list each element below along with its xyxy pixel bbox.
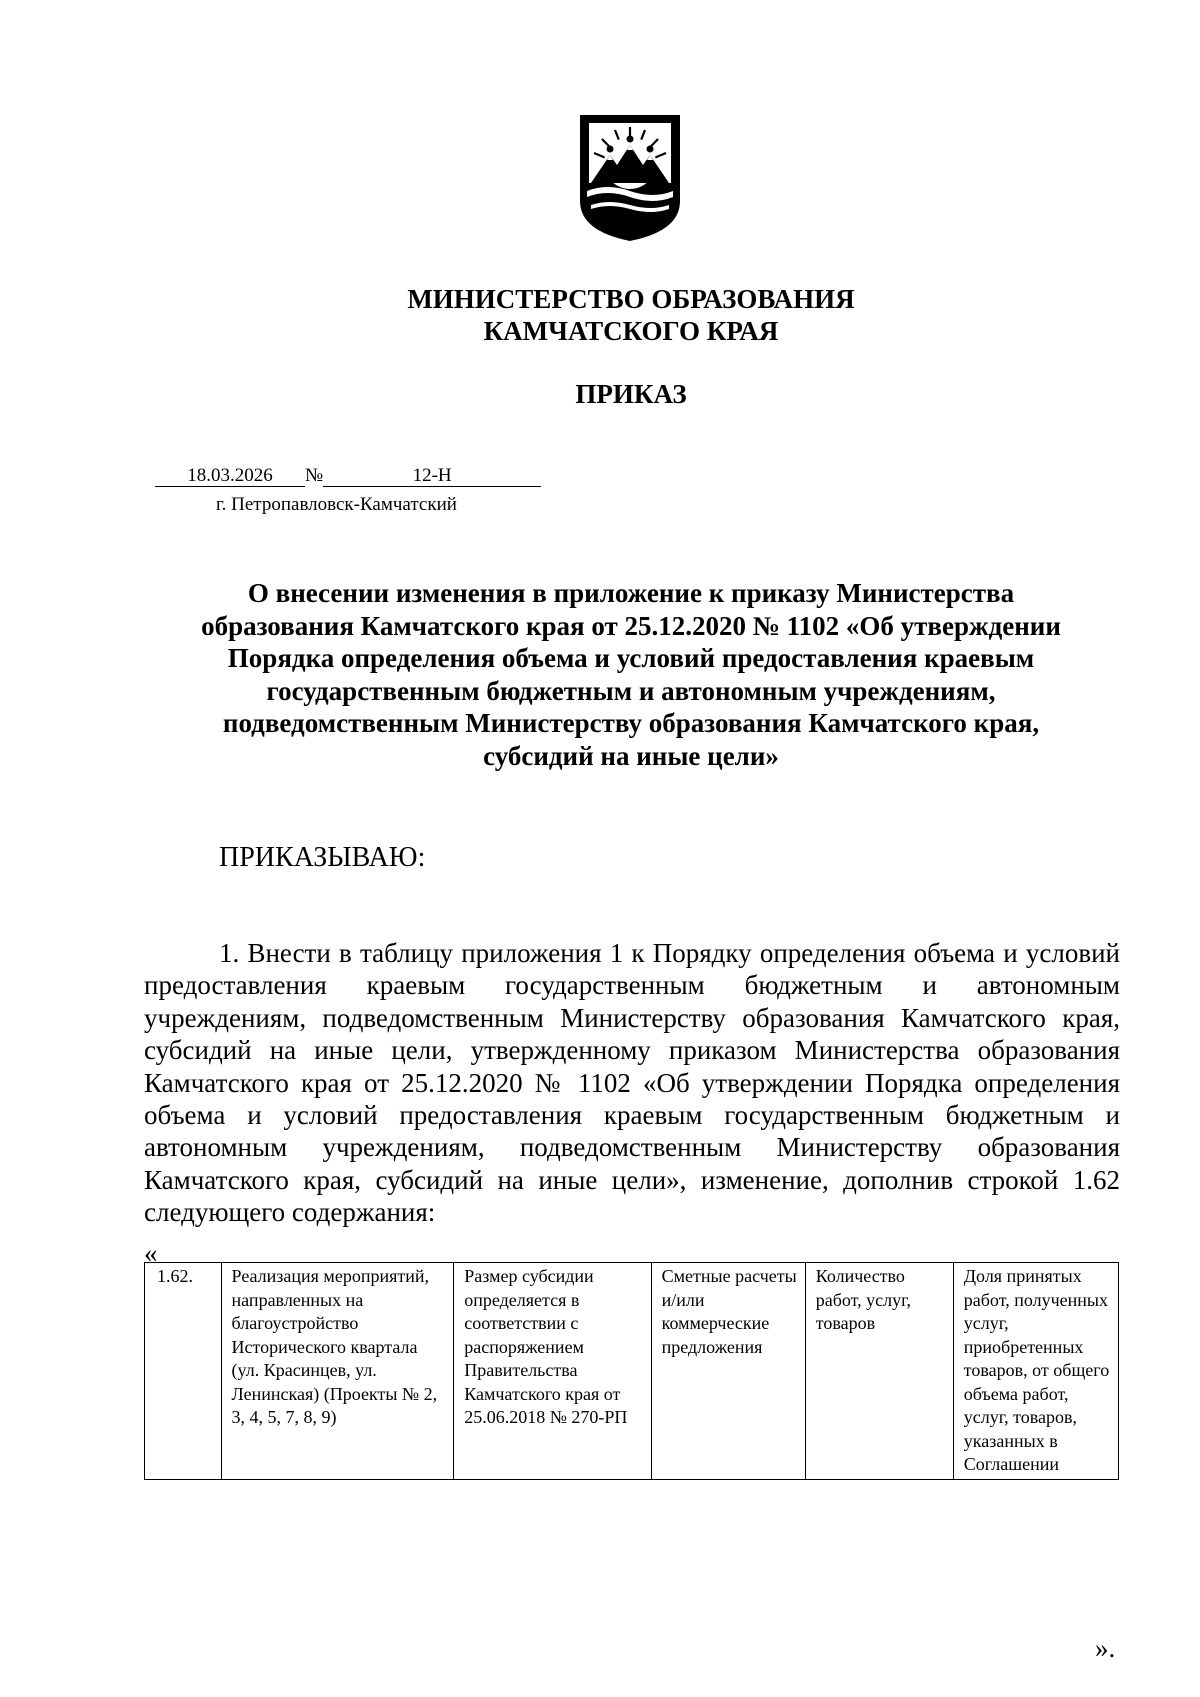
kamchatka-coat-of-arms-icon (577, 113, 683, 243)
table-row (145, 1263, 1119, 1480)
opening-quote: « (144, 1238, 158, 1268)
subject-line: субсидий на иные цели» (483, 740, 779, 771)
documents-cell: Сметные расчеты и/или коммерческие предложения (651, 1263, 805, 1480)
ministry-name (0, 283, 1200, 347)
closing-quote: ». (1095, 1633, 1116, 1663)
indicator-cell: Количество работ, услуг, товаров (805, 1263, 953, 1480)
order-date: 18.03.2026 (155, 464, 305, 487)
subject-line: образования Камчатского края от 25.12.2020 № 1102 «Об утверждении (201, 610, 1061, 641)
subject-line: государственным бюджетным и автономным учреждениям, (266, 675, 996, 706)
row-number-cell: 1.62. (145, 1263, 222, 1480)
share-cell: Доля принятых работ, полученных услуг, приобретенных товаров, от общего объема работ, услуг, товаров, указанных в Соглашении (953, 1263, 1118, 1480)
ministry-line-2: КАМЧАТСКОГО КРАЯ (483, 316, 779, 346)
city-name: г. Петропавловск-Камчатский (216, 494, 457, 515)
registration-line (155, 464, 541, 488)
order-number: 12-Н (323, 464, 541, 487)
subject-line: подведомственным Министерству образования Камчатского края, (222, 708, 1040, 738)
subject-line: О внесении изменения в приложение к приказу Министерства (247, 578, 1015, 608)
document-type-title: ПРИКАЗ (575, 379, 687, 409)
body-paragraph-1: 1. Внести в таблицу приложения 1 к Порядку определения объема и условий предоставления краевым государственным бюджетным и автономным учреждениям, подведомственным Министерству образования Камчатского края, субсидий на иные цели, утвержденному приказом Министерства образования Камчатского края от 25.12.2020 № 1102 «Об утверждении Порядка определения объема и условий предоставления краевым государственным бюджетным и автономным учреждениям, подведомственным Министерству образования Камчатского края, субсидий на иные цели», изменение, дополнив строкой 1.62 следующего содержания: (144, 938, 1120, 1228)
order-subject (140, 577, 1122, 772)
subject-line: Порядка определения объема и условий предоставления краевым (227, 643, 1035, 673)
ministry-line-1: МИНИСТЕРСТВО ОБРАЗОВАНИЯ (407, 284, 855, 314)
subsidy-size-cell: Размер субсидии определяется в соответствии с распоряжением Правительства Камчатского края от 25.06.2018 № 270-РП (454, 1263, 651, 1480)
amendment-table (144, 1262, 1119, 1480)
number-sign: № (305, 465, 324, 486)
order-directive-word: ПРИКАЗЫВАЮ: (219, 842, 426, 873)
purpose-cell: Реализация мероприятий, направленных на благоустройство Исторического квартала (ул. Красинцев, ул. Ленинская) (Проекты № 2, 3, 4, 5, 7, 8, 9) (221, 1263, 454, 1480)
